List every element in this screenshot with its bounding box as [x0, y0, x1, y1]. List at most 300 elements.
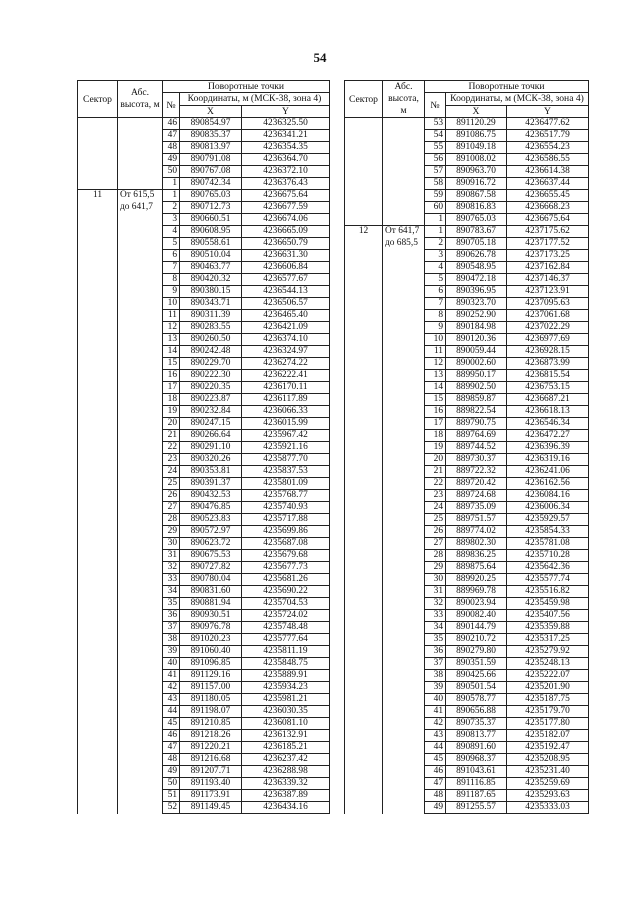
sector-cell — [345, 310, 383, 322]
point-number-cell: 1 — [163, 190, 180, 202]
x-coordinate-cell: 889774.02 — [446, 526, 507, 538]
point-number-cell: 31 — [425, 586, 446, 598]
y-coordinate-cell: 4235929.57 — [507, 514, 589, 526]
table-row — [345, 334, 589, 346]
y-coordinate-cell: 4235934.23 — [242, 682, 330, 694]
y-coordinate-cell: 4235740.93 — [242, 502, 330, 514]
y-coordinate-cell: 4236655.45 — [507, 190, 589, 202]
page-number: 54 — [313, 50, 327, 65]
table-row — [345, 742, 589, 754]
abs-height-cell — [383, 730, 425, 742]
sector-cell — [345, 718, 383, 730]
x-coordinate-cell: 889802.30 — [446, 538, 507, 550]
table-row — [345, 670, 589, 682]
table-row — [345, 370, 589, 382]
sector-cell — [78, 526, 118, 538]
x-coordinate-cell: 890260.50 — [180, 334, 242, 346]
table-row — [345, 634, 589, 646]
y-coordinate-cell: 4236618.13 — [507, 406, 589, 418]
x-coordinate-cell: 890626.78 — [446, 250, 507, 262]
header-sector: Сектор — [78, 81, 118, 118]
x-coordinate-cell: 890420.32 — [180, 274, 242, 286]
table-row — [345, 250, 589, 262]
sector-cell — [345, 370, 383, 382]
y-coordinate-cell: 4236162.56 — [507, 478, 589, 490]
point-number-cell: 48 — [425, 790, 446, 802]
table-row — [78, 142, 330, 154]
table-row — [345, 646, 589, 658]
point-number-cell: 49 — [163, 154, 180, 166]
sector-cell — [345, 286, 383, 298]
sector-cell — [78, 370, 118, 382]
point-number-cell: 37 — [163, 622, 180, 634]
x-coordinate-cell: 890705.18 — [446, 238, 507, 250]
header-number: № — [425, 93, 446, 118]
sector-cell — [78, 382, 118, 394]
point-number-cell: 20 — [163, 418, 180, 430]
point-number-cell: 55 — [425, 142, 446, 154]
point-number-cell: 44 — [425, 742, 446, 754]
x-coordinate-cell: 890252.90 — [446, 310, 507, 322]
point-number-cell: 34 — [163, 586, 180, 598]
sector-cell — [78, 730, 118, 742]
sector-cell — [78, 310, 118, 322]
point-number-cell: 33 — [163, 574, 180, 586]
table-row — [345, 514, 589, 526]
sector-cell — [78, 502, 118, 514]
table-row — [78, 442, 330, 454]
point-number-cell: 9 — [163, 286, 180, 298]
table-row — [78, 694, 330, 706]
sector-cell — [345, 730, 383, 742]
point-number-cell: 34 — [425, 622, 446, 634]
sector-cell — [345, 538, 383, 550]
abs-height-cell — [118, 538, 163, 550]
x-coordinate-cell: 891043.61 — [446, 766, 507, 778]
point-number-cell: 46 — [425, 766, 446, 778]
point-number-cell: 40 — [163, 658, 180, 670]
x-coordinate-cell: 889751.57 — [446, 514, 507, 526]
sector-cell — [345, 574, 383, 586]
sector-cell — [78, 586, 118, 598]
y-coordinate-cell: 4236364.70 — [242, 154, 330, 166]
x-coordinate-cell: 890608.95 — [180, 226, 242, 238]
y-coordinate-cell: 4236753.15 — [507, 382, 589, 394]
point-number-cell: 46 — [163, 118, 180, 130]
point-number-cell: 40 — [425, 694, 446, 706]
table-row — [78, 574, 330, 586]
x-coordinate-cell: 891216.68 — [180, 754, 242, 766]
abs-height-cell — [118, 490, 163, 502]
point-number-cell: 17 — [163, 382, 180, 394]
abs-height-cell — [383, 682, 425, 694]
table-row — [345, 766, 589, 778]
x-coordinate-cell: 890675.53 — [180, 550, 242, 562]
y-coordinate-cell: 4235717.88 — [242, 514, 330, 526]
x-coordinate-cell: 890144.79 — [446, 622, 507, 634]
x-coordinate-cell: 890813.77 — [446, 730, 507, 742]
x-coordinate-cell: 890963.70 — [446, 166, 507, 178]
table-row — [345, 526, 589, 538]
point-number-cell: 19 — [163, 406, 180, 418]
abs-height-cell — [383, 142, 425, 154]
point-number-cell: 39 — [425, 682, 446, 694]
x-coordinate-cell: 890184.98 — [446, 322, 507, 334]
y-coordinate-cell: 4237061.68 — [507, 310, 589, 322]
abs-height-cell — [383, 442, 425, 454]
x-coordinate-cell: 890229.70 — [180, 358, 242, 370]
y-coordinate-cell: 4237123.91 — [507, 286, 589, 298]
y-coordinate-cell: 4236374.10 — [242, 334, 330, 346]
y-coordinate-cell: 4235677.73 — [242, 562, 330, 574]
point-number-cell: 6 — [425, 286, 446, 298]
abs-height-cell: до 641,7 — [118, 202, 163, 214]
x-coordinate-cell: 890783.67 — [446, 226, 507, 238]
point-number-cell: 30 — [163, 538, 180, 550]
abs-height-cell — [118, 574, 163, 586]
table-row — [78, 514, 330, 526]
sector-cell — [345, 598, 383, 610]
table-row — [78, 178, 330, 190]
point-number-cell: 42 — [425, 718, 446, 730]
point-number-cell: 38 — [425, 670, 446, 682]
y-coordinate-cell: 4235182.07 — [507, 730, 589, 742]
sector-cell — [345, 322, 383, 334]
abs-height-cell — [118, 358, 163, 370]
abs-height-cell — [383, 430, 425, 442]
sector-cell — [345, 274, 383, 286]
right-table-body — [345, 118, 589, 814]
y-coordinate-cell: 4236015.99 — [242, 418, 330, 430]
point-number-cell: 20 — [425, 454, 446, 466]
table-row — [78, 610, 330, 622]
abs-height-cell — [118, 430, 163, 442]
y-coordinate-cell: 4235777.64 — [242, 634, 330, 646]
y-coordinate-cell: 4236117.89 — [242, 394, 330, 406]
y-coordinate-cell: 4235179.70 — [507, 706, 589, 718]
y-coordinate-cell: 4236132.91 — [242, 730, 330, 742]
abs-height-cell — [383, 706, 425, 718]
x-coordinate-cell: 889875.64 — [446, 562, 507, 574]
sector-cell — [78, 598, 118, 610]
x-coordinate-cell: 890976.78 — [180, 622, 242, 634]
abs-height-cell — [383, 694, 425, 706]
sector-cell — [78, 202, 118, 214]
abs-height-cell — [383, 622, 425, 634]
y-coordinate-cell: 4236274.22 — [242, 358, 330, 370]
point-number-cell: 49 — [163, 766, 180, 778]
point-number-cell: 11 — [163, 310, 180, 322]
table-row — [345, 694, 589, 706]
y-coordinate-cell: 4236066.33 — [242, 406, 330, 418]
x-coordinate-cell: 890572.97 — [180, 526, 242, 538]
x-coordinate-cell: 891020.23 — [180, 634, 242, 646]
sector-cell — [345, 154, 383, 166]
x-coordinate-cell: 890391.37 — [180, 478, 242, 490]
abs-height-cell — [118, 226, 163, 238]
y-coordinate-cell: 4235222.07 — [507, 670, 589, 682]
y-coordinate-cell: 4236506.57 — [242, 298, 330, 310]
point-number-cell: 13 — [425, 370, 446, 382]
x-coordinate-cell: 891049.18 — [446, 142, 507, 154]
abs-height-cell — [118, 310, 163, 322]
header-abs-height: Абс. высота, м — [383, 81, 425, 118]
y-coordinate-cell: 4235848.75 — [242, 658, 330, 670]
sector-cell — [78, 454, 118, 466]
table-row — [345, 202, 589, 214]
point-number-cell: 13 — [163, 334, 180, 346]
table-row — [345, 730, 589, 742]
sector-cell — [78, 466, 118, 478]
point-number-cell: 5 — [163, 238, 180, 250]
table-row — [78, 382, 330, 394]
table-row — [78, 598, 330, 610]
point-number-cell: 19 — [425, 442, 446, 454]
sector-cell — [345, 442, 383, 454]
x-coordinate-cell: 891008.02 — [446, 154, 507, 166]
sector-cell — [345, 670, 383, 682]
point-number-cell: 42 — [163, 682, 180, 694]
table-row — [345, 262, 589, 274]
point-number-cell: 46 — [163, 730, 180, 742]
table-row — [78, 490, 330, 502]
x-coordinate-cell: 890463.77 — [180, 262, 242, 274]
y-coordinate-cell: 4235177.80 — [507, 718, 589, 730]
table-row — [345, 550, 589, 562]
sector-cell — [78, 250, 118, 262]
x-coordinate-cell: 889969.78 — [446, 586, 507, 598]
table-row — [345, 226, 589, 238]
point-number-cell: 1 — [163, 178, 180, 190]
abs-height-cell — [118, 274, 163, 286]
sector-cell — [78, 670, 118, 682]
x-coordinate-cell: 891207.71 — [180, 766, 242, 778]
sector-cell — [78, 478, 118, 490]
table-row — [78, 562, 330, 574]
x-coordinate-cell: 891173.91 — [180, 790, 242, 802]
y-coordinate-cell: 4235811.19 — [242, 646, 330, 658]
table-row — [78, 766, 330, 778]
point-number-cell: 47 — [163, 742, 180, 754]
header-number: № — [163, 93, 180, 118]
abs-height-cell — [118, 118, 163, 130]
table-row — [78, 298, 330, 310]
abs-height-cell — [383, 394, 425, 406]
y-coordinate-cell: 4236324.97 — [242, 346, 330, 358]
x-coordinate-cell: 890727.82 — [180, 562, 242, 574]
y-coordinate-cell: 4235259.69 — [507, 778, 589, 790]
sector-cell — [78, 790, 118, 802]
point-number-cell: 23 — [163, 454, 180, 466]
abs-height-cell — [118, 478, 163, 490]
table-row — [78, 154, 330, 166]
point-number-cell: 14 — [425, 382, 446, 394]
x-coordinate-cell: 890767.08 — [180, 166, 242, 178]
abs-height-cell — [118, 802, 163, 814]
point-number-cell: 47 — [425, 778, 446, 790]
point-number-cell: 28 — [163, 514, 180, 526]
sector-cell — [345, 406, 383, 418]
y-coordinate-cell: 4235724.02 — [242, 610, 330, 622]
point-number-cell: 3 — [425, 250, 446, 262]
abs-height-cell — [118, 634, 163, 646]
abs-height-cell — [383, 262, 425, 274]
point-number-cell: 10 — [163, 298, 180, 310]
y-coordinate-cell: 4236665.09 — [242, 226, 330, 238]
table-row — [78, 778, 330, 790]
x-coordinate-cell: 890082.40 — [446, 610, 507, 622]
y-coordinate-cell: 4236815.54 — [507, 370, 589, 382]
y-coordinate-cell: 4235837.53 — [242, 466, 330, 478]
x-coordinate-cell: 890425.66 — [446, 670, 507, 682]
x-coordinate-cell: 889735.09 — [446, 502, 507, 514]
abs-height-cell — [383, 358, 425, 370]
point-number-cell: 44 — [163, 706, 180, 718]
sector-cell — [78, 562, 118, 574]
x-coordinate-cell: 890968.37 — [446, 754, 507, 766]
sector-cell — [345, 202, 383, 214]
point-number-cell: 50 — [163, 778, 180, 790]
abs-height-cell: От 641,7 — [383, 226, 425, 238]
abs-height-cell — [118, 682, 163, 694]
y-coordinate-cell: 4235577.74 — [507, 574, 589, 586]
sector-cell — [345, 118, 383, 130]
point-number-cell: 37 — [425, 658, 446, 670]
table-row — [78, 394, 330, 406]
sector-cell — [345, 130, 383, 142]
header-x: X — [180, 106, 242, 118]
abs-height-cell — [118, 346, 163, 358]
abs-height-cell: до 685,5 — [383, 238, 425, 250]
x-coordinate-cell: 891149.45 — [180, 802, 242, 814]
abs-height-cell — [383, 610, 425, 622]
x-coordinate-cell: 890558.61 — [180, 238, 242, 250]
table-row — [345, 538, 589, 550]
sector-cell — [345, 142, 383, 154]
abs-height-cell — [118, 394, 163, 406]
y-coordinate-cell: 4236241.06 — [507, 466, 589, 478]
y-coordinate-cell: 4236637.44 — [507, 178, 589, 190]
y-coordinate-cell: 4236606.84 — [242, 262, 330, 274]
abs-height-cell — [118, 178, 163, 190]
y-coordinate-cell: 4236376.43 — [242, 178, 330, 190]
table-row — [345, 214, 589, 226]
coordinates-table-left — [77, 80, 330, 814]
sector-cell — [345, 382, 383, 394]
point-number-cell: 21 — [425, 466, 446, 478]
x-coordinate-cell: 890656.88 — [446, 706, 507, 718]
sector-cell — [345, 622, 383, 634]
table-row — [345, 478, 589, 490]
y-coordinate-cell: 4235317.25 — [507, 634, 589, 646]
point-number-cell: 32 — [425, 598, 446, 610]
x-coordinate-cell: 890291.10 — [180, 442, 242, 454]
point-number-cell: 3 — [163, 214, 180, 226]
y-coordinate-cell: 4235359.88 — [507, 622, 589, 634]
point-number-cell: 36 — [425, 646, 446, 658]
point-number-cell: 22 — [163, 442, 180, 454]
table-row — [345, 598, 589, 610]
abs-height-cell — [383, 382, 425, 394]
x-coordinate-cell: 891193.40 — [180, 778, 242, 790]
table-row — [78, 346, 330, 358]
point-number-cell: 43 — [425, 730, 446, 742]
y-coordinate-cell: 4236675.64 — [507, 214, 589, 226]
abs-height-cell — [383, 190, 425, 202]
x-coordinate-cell: 890247.15 — [180, 418, 242, 430]
sector-cell — [345, 430, 383, 442]
sector-cell: 12 — [345, 226, 383, 238]
point-number-cell: 11 — [425, 346, 446, 358]
point-number-cell: 29 — [425, 562, 446, 574]
table-row — [78, 334, 330, 346]
point-number-cell: 12 — [163, 322, 180, 334]
x-coordinate-cell: 890780.04 — [180, 574, 242, 586]
table-row — [78, 406, 330, 418]
abs-height-cell — [383, 478, 425, 490]
abs-height-cell — [383, 298, 425, 310]
point-number-cell: 45 — [425, 754, 446, 766]
point-number-cell: 49 — [425, 802, 446, 814]
header-sector: Сектор — [345, 81, 383, 118]
header-turning-points: Поворотные точки — [425, 81, 589, 93]
y-coordinate-cell: 4235231.40 — [507, 766, 589, 778]
table-row — [78, 586, 330, 598]
y-coordinate-cell: 4235407.56 — [507, 610, 589, 622]
abs-height-cell — [383, 154, 425, 166]
y-coordinate-cell: 4235981.21 — [242, 694, 330, 706]
y-coordinate-cell: 4236517.79 — [507, 130, 589, 142]
sector-cell — [345, 766, 383, 778]
y-coordinate-cell: 4235704.53 — [242, 598, 330, 610]
sector-cell — [78, 550, 118, 562]
x-coordinate-cell: 890523.83 — [180, 514, 242, 526]
y-coordinate-cell: 4236319.16 — [507, 454, 589, 466]
x-coordinate-cell: 889920.25 — [446, 574, 507, 586]
abs-height-cell — [383, 274, 425, 286]
x-coordinate-cell: 891120.29 — [446, 118, 507, 130]
y-coordinate-cell: 4235699.86 — [242, 526, 330, 538]
sector-cell — [345, 190, 383, 202]
abs-height-cell — [118, 454, 163, 466]
x-coordinate-cell: 890023.94 — [446, 598, 507, 610]
y-coordinate-cell: 4235768.77 — [242, 490, 330, 502]
abs-height-cell — [118, 322, 163, 334]
y-coordinate-cell: 4235921.16 — [242, 442, 330, 454]
abs-height-cell — [383, 562, 425, 574]
sector-cell — [78, 802, 118, 814]
sector-cell — [345, 754, 383, 766]
y-coordinate-cell: 4236288.98 — [242, 766, 330, 778]
point-number-cell: 56 — [425, 154, 446, 166]
table-row — [345, 322, 589, 334]
x-coordinate-cell: 889730.37 — [446, 454, 507, 466]
y-coordinate-cell: 4237022.29 — [507, 322, 589, 334]
sector-cell — [78, 358, 118, 370]
y-coordinate-cell: 4236222.41 — [242, 370, 330, 382]
point-number-cell: 16 — [425, 406, 446, 418]
table-row — [78, 214, 330, 226]
sector-cell — [78, 742, 118, 754]
y-coordinate-cell: 4236339.32 — [242, 778, 330, 790]
y-coordinate-cell: 4236674.06 — [242, 214, 330, 226]
table-row — [345, 406, 589, 418]
x-coordinate-cell: 890283.55 — [180, 322, 242, 334]
point-number-cell: 7 — [425, 298, 446, 310]
table-row — [78, 370, 330, 382]
table-row — [345, 718, 589, 730]
abs-height-cell — [118, 730, 163, 742]
